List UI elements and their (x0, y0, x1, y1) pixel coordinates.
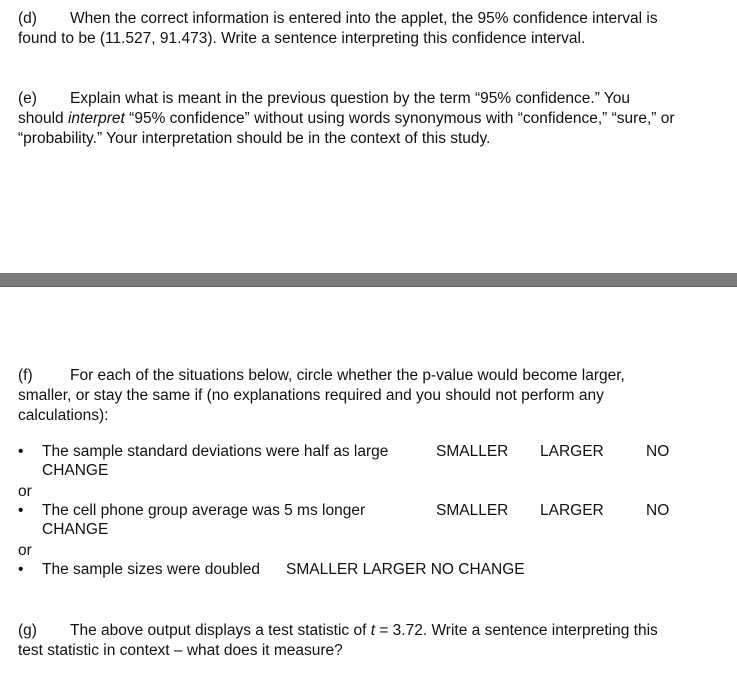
question-e (18, 89, 718, 149)
page-divider (0, 273, 737, 287)
option-larger-2: LARGER (540, 502, 604, 519)
or-separator-2: or (18, 542, 32, 559)
question-g-text-1b: = 3.72. Write a sentence interpreting this (375, 622, 658, 639)
question-d-line-2: found to be (11.527, 91.473). Write a sentence interpreting this confidence interval. (18, 30, 586, 47)
question-f (18, 366, 718, 426)
question-f-label: (f) (18, 367, 33, 384)
situation-1-text: The sample standard deviations were half as large (42, 443, 389, 460)
question-f-line-2: smaller, or stay the same if (no explanations required and you should not perform any (18, 387, 604, 404)
question-g-label: (g) (18, 622, 37, 639)
question-d (18, 9, 718, 49)
situation-2-text: The cell phone group average was 5 ms longer (42, 502, 366, 519)
bullet-icon: • (18, 561, 24, 578)
question-e-line-1 (18, 89, 718, 109)
question-e-text-1: Explain what is meant in the previous question by the term “95% confidence.” You (70, 90, 631, 107)
question-f-text-1: For each of the situations below, circle whether the p-value would become larger, (70, 367, 625, 384)
option-no-1: NO (646, 443, 670, 460)
situation-3-text: The sample sizes were doubled (42, 561, 260, 578)
question-e-line-3: “probability.” Your interpretation should be in the context of this study. (18, 130, 491, 147)
question-g-line-1 (18, 621, 718, 641)
bullet-icon: • (18, 502, 24, 519)
question-d-line-1 (18, 9, 718, 29)
question-e-text-2b: “95% confidence” without using words synonymous with “confidence,” “sure,” or (124, 110, 675, 127)
question-g-line-2: test statistic in context – what does it measure? (18, 642, 343, 659)
option-no-2: NO (646, 502, 670, 519)
question-g (18, 621, 718, 661)
question-d-label: (d) (18, 10, 37, 27)
option-larger-1: LARGER (540, 443, 604, 460)
options-inline-3: SMALLER LARGER NO CHANGE (286, 561, 525, 578)
question-e-label: (e) (18, 90, 37, 107)
question-g-t-symbol: t (370, 622, 376, 639)
or-separator-1: or (18, 483, 32, 500)
question-f-line-1 (18, 366, 718, 386)
question-g-text-1a: The above output displays a test statistic of (70, 622, 371, 639)
question-e-line-2 (18, 109, 718, 129)
option-smaller-1: SMALLER (436, 443, 509, 460)
question-d-text-1: When the correct information is entered into the applet, the 95% confidence interval is (70, 10, 658, 27)
option-smaller-2: SMALLER (436, 502, 509, 519)
bullet-icon: • (18, 443, 24, 460)
question-f-line-3: calculations): (18, 407, 109, 424)
option-change-1: CHANGE (42, 462, 109, 479)
question-e-text-2a: should (18, 110, 68, 127)
option-change-2: CHANGE (42, 521, 109, 538)
question-e-emphasis: interpret (67, 110, 125, 127)
